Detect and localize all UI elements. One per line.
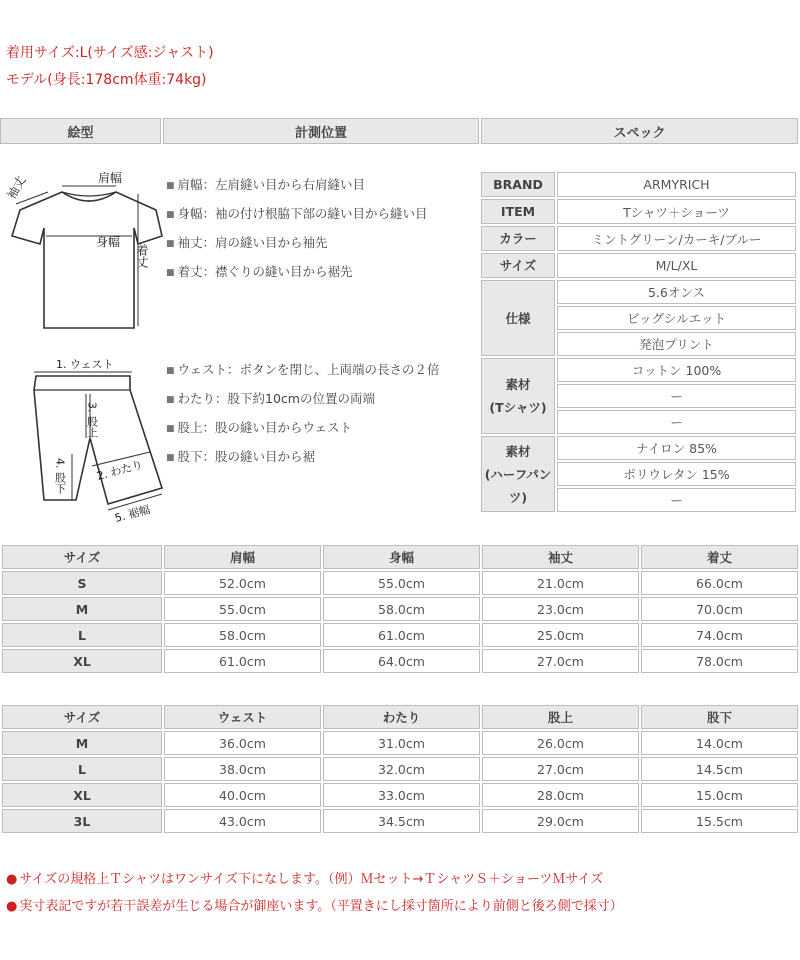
shorts-size-table: [0, 703, 800, 835]
measure-cell: 55.0cm: [323, 571, 480, 595]
spec-color-value: ミントグリーン/カーキ/ブルー: [557, 226, 796, 251]
spec-size-value: M/L/XL: [557, 253, 796, 278]
size-cell: 3L: [2, 809, 162, 833]
legend-thigh: ■ わたり：股下約10cmの位置の両端: [166, 385, 440, 414]
spec-material-shorts-value: ポリウレタン 15%: [557, 462, 796, 486]
spec-color-label: カラー: [481, 226, 555, 251]
diagram-rise-label: 3. 股上: [85, 402, 99, 438]
spec-row-material-shorts: [481, 436, 796, 460]
col-header-rise: 股上: [482, 705, 639, 729]
col-header-thigh: わたり: [323, 705, 480, 729]
diagram-waist-label: 1. ウェスト: [56, 358, 114, 371]
measure-cell: 28.0cm: [482, 783, 639, 807]
header-measure-points: 計測位置: [163, 118, 479, 144]
table-row: [2, 757, 798, 781]
spec-material-shorts-value: ナイロン 85%: [557, 436, 796, 460]
legend-rise: ■ 股上：股の縫い目からウェスト: [166, 414, 440, 443]
measure-cell: 31.0cm: [323, 731, 480, 755]
section-header: [0, 118, 798, 144]
diagram-sleeve-label: 袖丈: [4, 173, 29, 202]
col-header-inseam: 股下: [641, 705, 798, 729]
table-row: [2, 809, 798, 833]
spec-style-value: ビッグシルエット: [557, 306, 796, 330]
model-measurements-text: モデル(身長:178cm体重:74kg): [6, 72, 207, 88]
legend-body-width: ■ 身幅：袖の付け根脇下部の縫い目から縫い目: [166, 200, 428, 229]
measure-cell: 61.0cm: [323, 623, 480, 647]
notes: [6, 866, 623, 920]
diagram-hem-label: 5. 裾幅: [113, 503, 152, 525]
spec-brand-label: BRAND: [481, 172, 555, 197]
diagram-thigh-label: 2. わたり: [95, 458, 145, 483]
legend-sleeve: ■ 袖丈：肩の縫い目から袖先: [166, 229, 428, 258]
shirt-measure-legend: [166, 171, 428, 287]
col-header-body-width: 身幅: [323, 545, 480, 569]
measure-cell: 14.5cm: [641, 757, 798, 781]
size-cell: M: [2, 731, 162, 755]
legend-inseam: ■ 股下：股の縫い目から裾: [166, 443, 440, 472]
spec-table: [479, 170, 798, 514]
measure-cell: 15.0cm: [641, 783, 798, 807]
spec-material-tshirt-label: 素材 (Tシャツ): [481, 358, 555, 434]
measure-cell: 32.0cm: [323, 757, 480, 781]
spec-material-tshirt-value: コットン 100%: [557, 358, 796, 382]
spec-row-brand: [481, 172, 796, 197]
measure-cell: 78.0cm: [641, 649, 798, 673]
size-cell: L: [2, 757, 162, 781]
measure-cell: 70.0cm: [641, 597, 798, 621]
spec-row-style: [481, 280, 796, 304]
spec-material-tshirt-value: ー: [557, 384, 796, 408]
note-item: ● 実寸表記ですが若干誤差が生じる場合が御座います。（平置きにし採寸箇所により前側と後ろ側で採寸）: [6, 893, 623, 920]
size-cell: XL: [2, 783, 162, 807]
size-cell: XL: [2, 649, 162, 673]
size-cell: M: [2, 597, 162, 621]
measure-cell: 26.0cm: [482, 731, 639, 755]
table-row: [2, 731, 798, 755]
table-row: [2, 571, 798, 595]
spec-item-value: Tシャツ＋ショーツ: [557, 199, 796, 224]
spec-material-shorts-label: 素材 (ハーフパンツ): [481, 436, 555, 512]
shorts-diagram: [4, 354, 164, 530]
spec-size-label: サイズ: [481, 253, 555, 278]
note-item: ● サイズの規格上Ｔシャツはワンサイズ下になします。（例）Ｍセット→ＴシャツＳ＋ショーツＭサイズ: [6, 866, 623, 893]
spec-row-size: [481, 253, 796, 278]
col-header-shoulder: 肩幅: [164, 545, 321, 569]
table-row: [2, 623, 798, 647]
measure-cell: 27.0cm: [482, 757, 639, 781]
diagram-body-width-label: 身幅: [96, 235, 121, 249]
header-illustration: 絵型: [0, 118, 161, 144]
measure-cell: 36.0cm: [164, 731, 321, 755]
measure-cell: 52.0cm: [164, 571, 321, 595]
spec-item-label: ITEM: [481, 199, 555, 224]
measure-cell: 33.0cm: [323, 783, 480, 807]
size-cell: S: [2, 571, 162, 595]
measure-cell: 74.0cm: [641, 623, 798, 647]
spec-style-value: 発泡プリント: [557, 332, 796, 356]
spec-style-label: 仕様: [481, 280, 555, 356]
table-row: [2, 783, 798, 807]
measure-cell: 25.0cm: [482, 623, 639, 647]
measure-cell: 58.0cm: [164, 623, 321, 647]
spec-row-material-tshirt: [481, 358, 796, 382]
spec-material-shorts-value: ー: [557, 488, 796, 512]
legend-shoulder: ■ 肩幅：左肩縫い目から右肩縫い目: [166, 171, 428, 200]
diagram-shoulder-label: 肩幅: [98, 171, 123, 185]
table-header-row: [2, 545, 798, 569]
measure-cell: 23.0cm: [482, 597, 639, 621]
spec-style-value: 5.6オンス: [557, 280, 796, 304]
measure-cell: 15.5cm: [641, 809, 798, 833]
wear-size-text: 着用サイズ:L(サイズ感:ジャスト): [6, 45, 214, 61]
measure-cell: 21.0cm: [482, 571, 639, 595]
legend-waist: ■ ウェスト：ボタンを閉じ、上両端の長さの２倍: [166, 356, 440, 385]
table-row: [2, 649, 798, 673]
tshirt-size-table: [0, 543, 800, 675]
spec-material-tshirt-value: ー: [557, 410, 796, 434]
measure-cell: 14.0cm: [641, 731, 798, 755]
col-header-length: 着丈: [641, 545, 798, 569]
measure-cell: 43.0cm: [164, 809, 321, 833]
model-info: [6, 40, 214, 94]
spec-row-item: [481, 199, 796, 224]
measure-cell: 61.0cm: [164, 649, 321, 673]
shorts-measure-legend: [166, 356, 440, 472]
legend-length: ■ 着丈：襟ぐりの縫い目から裾先: [166, 258, 428, 287]
measure-cell: 40.0cm: [164, 783, 321, 807]
measure-cell: 66.0cm: [641, 571, 798, 595]
col-header-sleeve: 袖丈: [482, 545, 639, 569]
spec-brand-value: ARMYRICH: [557, 172, 796, 197]
measure-cell: 64.0cm: [323, 649, 480, 673]
col-header-size: サイズ: [2, 705, 162, 729]
size-cell: L: [2, 623, 162, 647]
header-spec: スペック: [481, 118, 798, 144]
col-header-size: サイズ: [2, 545, 162, 569]
table-header-row: [2, 705, 798, 729]
tshirt-diagram: [4, 166, 164, 338]
table-row: [2, 597, 798, 621]
measure-cell: 34.5cm: [323, 809, 480, 833]
diagram-inseam-label: 4. 股下: [53, 458, 67, 494]
measure-cell: 55.0cm: [164, 597, 321, 621]
measure-cell: 38.0cm: [164, 757, 321, 781]
col-header-waist: ウェスト: [164, 705, 321, 729]
measure-cell: 27.0cm: [482, 649, 639, 673]
diagram-length-label: 着丈: [135, 244, 149, 268]
measure-cell: 58.0cm: [323, 597, 480, 621]
spec-row-color: [481, 226, 796, 251]
measure-cell: 29.0cm: [482, 809, 639, 833]
